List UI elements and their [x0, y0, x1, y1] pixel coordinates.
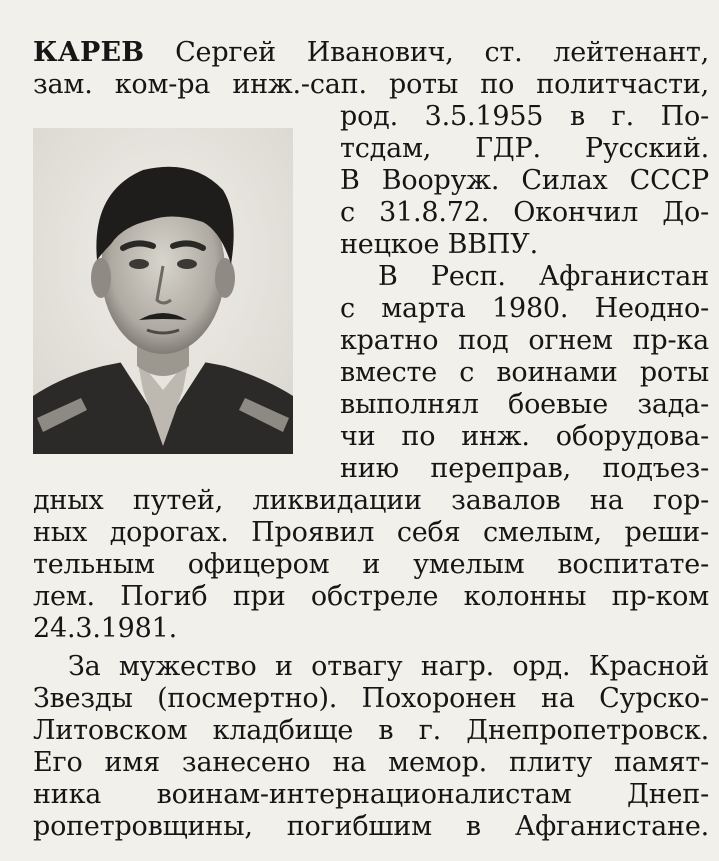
name-rank: Сергей Иванович, ст. лейтенант,: [175, 37, 709, 68]
bio-column-line: кратно под огнем пр-ка: [340, 325, 709, 356]
header-line-1: [33, 37, 709, 69]
awards-line: ропетровщины, погибшим в Афганистане.: [33, 811, 709, 842]
bio-full-line: ных дорогах. Проявил себя смелым, реши-: [33, 517, 709, 548]
bio-column-line: В Респ. Афганистан: [378, 261, 709, 292]
surname: КАРЕВ: [33, 37, 145, 68]
bio-column-line: тсдам, ГДР. Русский.: [340, 133, 709, 164]
bio-column-line: вместе с воинами роты: [340, 357, 709, 388]
bio-full-line: тельным офицером и умелым воспитате-: [33, 549, 709, 580]
bio-column-line: чи по инж. оборудова-: [340, 421, 709, 452]
awards-line: Звезды (посмертно). Похоронен на Сурско-: [33, 683, 709, 714]
portrait-photo: [33, 128, 293, 454]
bio-full-line: 24.3.1981.: [33, 613, 177, 644]
bio-column-line: В Вооруж. Силах СССР: [340, 165, 709, 196]
header-line-2: зам. ком-ра инж.-сап. роты по политчасти,: [33, 69, 709, 100]
bio-column-line: выполнял боевые зада-: [340, 389, 709, 420]
bio-column-line: нецкое ВВПУ.: [340, 229, 538, 260]
bio-full-line: лем. Погиб при обстреле колонны пр-ком: [33, 581, 709, 612]
bio-column-line: с марта 1980. Неодно-: [340, 293, 709, 324]
awards-line: За мужество и отвагу нагр. орд. Красной: [68, 651, 709, 682]
bio-column-line: нию переправ, подъез-: [340, 453, 709, 484]
bio-column-line: род. 3.5.1955 в г. По-: [340, 101, 709, 132]
awards-line: Его имя занесено на мемор. плиту памят-: [33, 747, 709, 778]
awards-line: ника воинам-интернационалистам Днеп-: [33, 779, 709, 810]
bio-column-line: с 31.8.72. Окончил До-: [340, 197, 709, 228]
awards-line: Литовском кладбище в г. Днепропетровск.: [33, 715, 709, 746]
bio-full-line: дных путей, ликвидации завалов на гор-: [33, 485, 709, 516]
